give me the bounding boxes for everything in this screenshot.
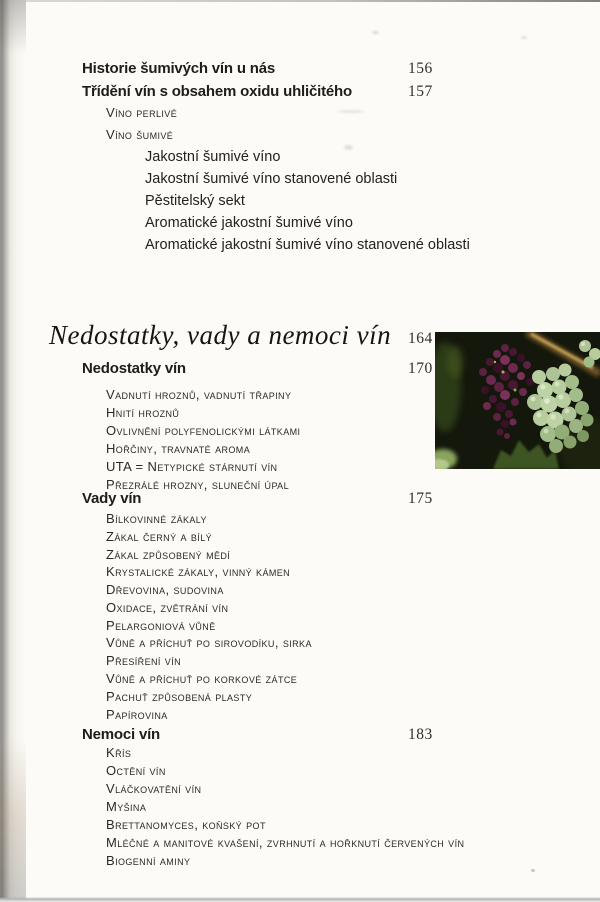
page-number: 156 [408, 60, 433, 77]
toc-row [0, 634, 600, 652]
toc-label: Hořčiny, travnaté aroma [106, 441, 251, 456]
toc-label: Víno šumivé [106, 127, 174, 142]
toc-label: Oxidace, zvětrání vín [106, 600, 229, 615]
scan-speck [531, 869, 535, 872]
toc-row [0, 762, 600, 780]
scan-speck [338, 110, 364, 113]
toc-label: Biogenní aminy [106, 853, 191, 868]
toc-row [0, 170, 600, 188]
toc-row [0, 214, 600, 232]
grapes-photo [435, 332, 600, 469]
toc-label: Brettanomyces, koňský pot [106, 817, 266, 832]
toc-label: Třídění vín s obsahem oxidu uhličitého [82, 83, 352, 100]
toc-label: UTA = Netypické stárnutí vín [106, 459, 278, 474]
toc-label: Křís [106, 745, 132, 760]
toc-row [0, 780, 600, 798]
toc-row [0, 599, 600, 617]
toc-row [0, 834, 600, 852]
toc-row [0, 581, 600, 599]
toc-label: Nedostatky vín [82, 360, 186, 377]
page-number: 175 [408, 490, 433, 507]
toc-row [0, 60, 600, 78]
scan-speck [521, 36, 527, 39]
toc-label: Krystalické zákaly, vinný kámen [106, 564, 291, 579]
toc-label: Vadnutí hroznů, vadnutí třapiny [106, 387, 292, 402]
page-number: 170 [408, 360, 433, 377]
toc-row [0, 563, 600, 581]
chapter-title: Nedostatky, vady a nemoci vín [49, 320, 392, 350]
toc-label: Zákal černý a bílý [106, 529, 213, 544]
toc-label: Bílkovinné zákaly [106, 511, 207, 526]
toc-label: Dřevovina, sudovina [106, 582, 224, 597]
toc-label: Ovlivnění polyfenolickými látkami [106, 423, 301, 438]
toc-label: Mléčné a manitové kvašení, zvrhnutí a hořknutí červených vín [106, 835, 465, 850]
scan-bottom-edge [0, 895, 600, 902]
toc-label: Víno perlivé [106, 105, 178, 120]
toc-row [0, 104, 600, 122]
toc-row [0, 706, 600, 724]
toc-row [0, 236, 600, 254]
toc-row [0, 546, 600, 564]
toc-row [0, 83, 600, 101]
toc-label: Vůně a příchuť po korkové zátce [106, 671, 298, 686]
toc-row [0, 744, 600, 762]
toc-label: Jakostní šumivé víno stanovené oblasti [145, 171, 398, 187]
page-number: 183 [408, 726, 433, 743]
toc-label: Jakostní šumivé víno [145, 149, 281, 165]
toc-row [0, 126, 600, 144]
scan-speck [372, 31, 379, 34]
toc-label: Vůně a příchuť po sirovodíku, sirka [106, 635, 312, 650]
toc-row [0, 510, 600, 528]
toc-label: Přezrálé hrozny, sluneční úpal [106, 477, 289, 492]
scan-top-edge [0, 0, 600, 2]
page-number: 157 [408, 83, 433, 100]
toc-label: Myšina [106, 799, 147, 814]
toc-row [0, 726, 600, 744]
toc-row [0, 688, 600, 706]
toc-label: Aromatické jakostní šumivé víno stanovené oblasti [145, 237, 470, 253]
toc-label: Octění vín [106, 763, 166, 778]
toc-label: Přesíření vín [106, 653, 181, 668]
toc-label: Hnití hroznů [106, 405, 180, 420]
toc-label: Nemoci vín [82, 726, 161, 743]
toc-label: Pelargoniová vůně [106, 618, 216, 633]
toc-row [0, 192, 600, 210]
toc-row [0, 670, 600, 688]
toc-row [0, 816, 600, 834]
scan-speck [344, 145, 353, 150]
toc-row [0, 490, 600, 508]
page-number: 164 [408, 330, 433, 347]
toc-row [0, 652, 600, 670]
toc-label: Pachuť způsobená plasty [106, 689, 253, 704]
toc-label: Aromatické jakostní šumivé víno [145, 215, 353, 231]
toc-label: Vláčkovatění vín [106, 781, 202, 796]
toc-label: Historie šumivých vín u nás [82, 60, 275, 77]
toc-label: Pěstitelský sekt [145, 193, 245, 209]
toc-row [0, 798, 600, 816]
toc-row [0, 148, 600, 166]
toc-label: Papírovina [106, 707, 168, 722]
toc-label: Zákal způsobený mědí [106, 547, 231, 562]
toc-row [0, 617, 600, 635]
toc-row [0, 852, 600, 870]
toc-label: Vady vín [82, 490, 142, 507]
toc-row [0, 528, 600, 546]
